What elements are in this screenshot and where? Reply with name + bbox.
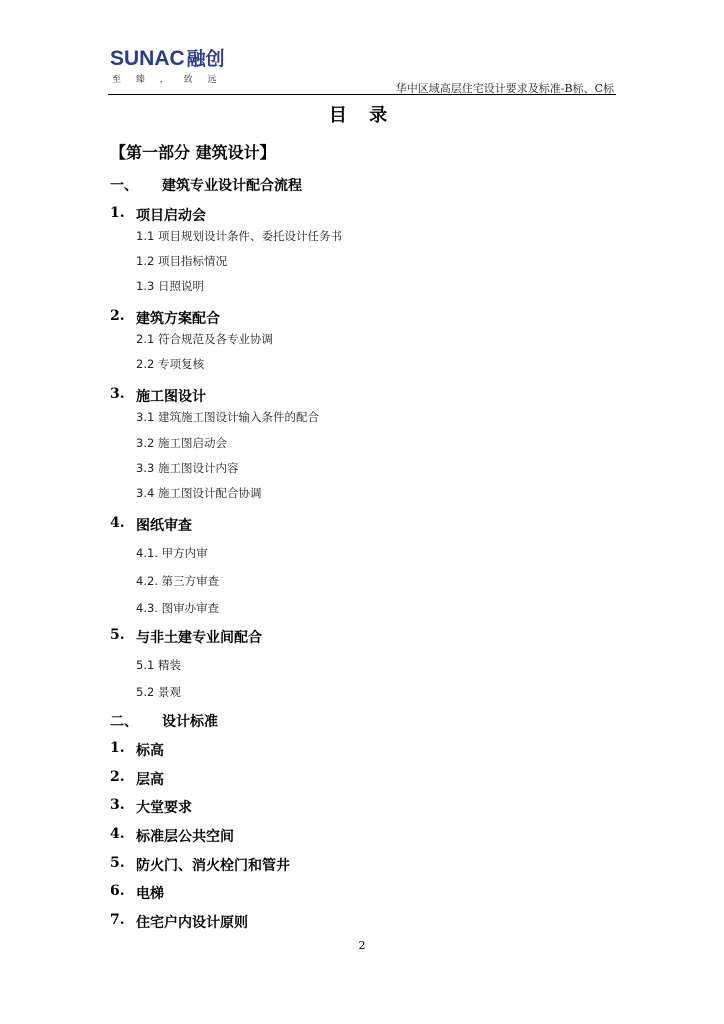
toc-item-title: 防火门、消火栓门和管井	[136, 858, 290, 874]
company-logo	[110, 48, 230, 84]
section-title: 设计标准	[162, 714, 218, 730]
toc-item-title: 项目启动会	[136, 208, 206, 224]
part-heading: 【第一部分 建筑设计】	[110, 143, 276, 162]
toc-item-number: 2.	[110, 308, 125, 324]
toc-item-title: 住宅户内设计原则	[136, 915, 248, 931]
toc-item-title: 大堂要求	[136, 800, 192, 816]
toc-subitem: 1.3 日照说明	[136, 279, 204, 293]
logo-chinese-mark: 融创	[186, 48, 225, 70]
toc-subitem: 3.3 施工图设计内容	[136, 461, 239, 475]
toc-item-number: 1.	[110, 205, 125, 221]
toc-item-number: 3.	[110, 797, 125, 813]
toc-item-title: 建筑方案配合	[136, 311, 220, 327]
toc-title: 目 录	[328, 105, 396, 126]
toc-subitem: 5.1 精装	[136, 658, 181, 672]
section-number: 一、	[110, 178, 138, 194]
toc-item-title: 标高	[136, 743, 164, 759]
header-divider	[108, 94, 616, 95]
toc-item-title: 电梯	[136, 886, 164, 902]
toc-subitem: 3.2 施工图启动会	[136, 436, 227, 450]
toc-item-title: 层高	[136, 772, 164, 788]
toc-item-number: 4.	[110, 826, 125, 842]
toc-subitem: 5.2 景观	[136, 685, 181, 699]
toc-item-number: 5.	[110, 855, 125, 871]
toc-subitem: 3.1 建筑施工图设计输入条件的配合	[136, 410, 319, 424]
toc-subitem: 1.1 项目规划设计条件、委托设计任务书	[136, 229, 342, 243]
toc-item-number: 1.	[110, 740, 125, 756]
page-number: 2	[358, 939, 366, 952]
toc-item-title: 图纸审查	[136, 518, 192, 534]
toc-item-number: 2.	[110, 769, 125, 785]
toc-subitem: 4.3. 图审办审查	[136, 601, 220, 615]
document-header-title: 华中区域高层住宅设计要求及标准-B标、C标	[395, 82, 614, 95]
toc-item-title: 施工图设计	[136, 389, 206, 405]
toc-subitem: 3.4 施工图设计配合协调	[136, 486, 262, 500]
toc-subitem: 4.1. 甲方内审	[136, 546, 208, 560]
toc-subitem: 2.2 专项复核	[136, 357, 204, 371]
toc-subitem: 2.1 符合规范及各专业协调	[136, 332, 273, 346]
toc-item-number: 4.	[110, 515, 125, 531]
toc-item-title: 标准层公共空间	[136, 829, 234, 845]
toc-item-number: 7.	[110, 912, 125, 928]
logo-slogan: 至 臻 ， 致 远	[112, 75, 223, 85]
toc-item-number: 6.	[110, 883, 125, 899]
toc-subitem: 1.2 项目指标情况	[136, 254, 227, 268]
logo-wordmark: SUNAC	[110, 47, 185, 70]
toc-item-title: 与非土建专业间配合	[136, 630, 262, 646]
section-number: 二、	[110, 714, 138, 730]
toc-item-number: 5.	[110, 627, 125, 643]
toc-item-number: 3.	[110, 386, 125, 402]
toc-subitem: 4.2. 第三方审查	[136, 574, 220, 588]
section-title: 建筑专业设计配合流程	[162, 178, 302, 194]
